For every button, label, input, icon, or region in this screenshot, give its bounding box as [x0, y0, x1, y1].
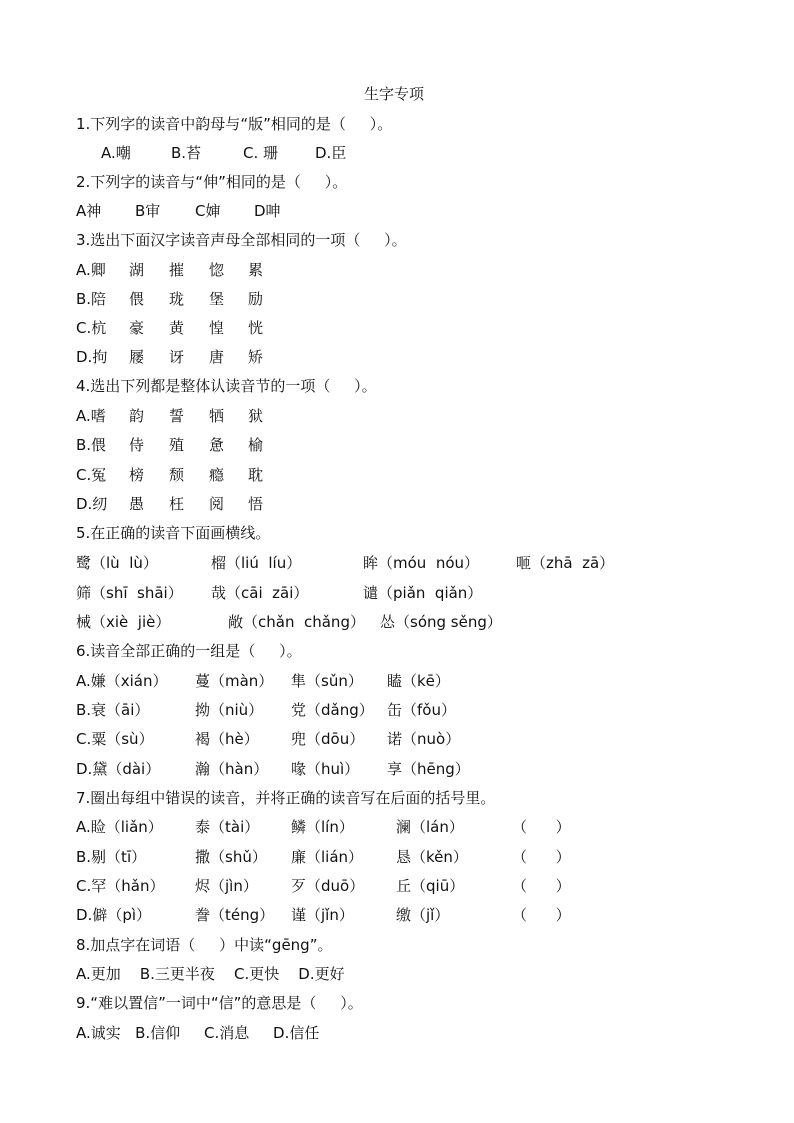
- q7-row-d-4: 缴（jǐ）: [396, 906, 450, 924]
- question-4-stem: 4.选出下列都是整体认读音节的一项（ ）。: [76, 377, 377, 395]
- q3-row-c-1: C.杭: [76, 319, 107, 337]
- q4-row-b-5: 榆: [248, 436, 264, 454]
- q3-row-d-3: 讶: [169, 348, 185, 366]
- q3-row-b-4: 堡: [209, 290, 225, 308]
- q3-row-a-1: A.卿: [76, 261, 106, 279]
- question-8-stem: 8.加点字在词语（ ）中读“gēng”。: [76, 936, 333, 954]
- q6-row-c-2: 褐（hè）: [195, 730, 259, 748]
- q7-row-c-4: 丘（qiū）: [396, 877, 465, 895]
- q7-row-d-answer-blank: （ ）: [512, 906, 571, 924]
- q4-row-b-4: 惫: [209, 436, 225, 454]
- q4-row-d-2: 愚: [129, 495, 145, 513]
- q6-row-d-4: 享（hēng）: [387, 760, 470, 778]
- q4-row-c-4: 瘾: [209, 466, 225, 484]
- question-6-stem: 6.读音全部正确的一组是（ ）。: [76, 642, 302, 660]
- q7-row-b-3: 廉（lián）: [291, 848, 364, 866]
- q3-row-d-2: 屦: [129, 348, 145, 366]
- q4-row-a-2: 韵: [129, 407, 145, 425]
- question-7-stem: 7.圈出每组中错误的读音，并将正确的读音写在后面的括号里。: [76, 789, 496, 807]
- question-2-option-c: C婶: [195, 202, 221, 220]
- question-9-stem: 9.“难以置信”一词中“信”的意思是（ ）。: [76, 994, 363, 1012]
- q5-row-2-1: 筛（shī shāi）: [76, 584, 183, 602]
- q6-row-b-4: 缶（fǒu）: [387, 701, 456, 719]
- q3-row-b-2: 偎: [129, 290, 145, 308]
- q7-row-a-3: 鳞（lín）: [291, 818, 354, 836]
- question-2-stem: 2.下列字的读音与“伸”相同的是（ ）。: [76, 173, 348, 191]
- q3-row-b-5: 励: [248, 290, 264, 308]
- page-title: 生字专项: [364, 85, 425, 103]
- q5-row-3-3: 怂（sóng sěng）: [380, 613, 502, 631]
- question-8-options: A.更加 B.三更半夜 C.更快 D.更好: [76, 965, 345, 983]
- q4-row-a-3: 誓: [169, 407, 185, 425]
- q4-row-c-3: 颓: [169, 466, 185, 484]
- q5-row-1-1: 鹭（lù lù）: [76, 554, 158, 572]
- q6-row-c-4: 诺（nuò）: [387, 730, 461, 748]
- q5-row-1-3: 眸（móu nóu）: [363, 554, 480, 572]
- q3-row-d-1: D.拘: [76, 348, 108, 366]
- q6-row-b-2: 拗（niù）: [195, 701, 264, 719]
- q3-row-c-4: 惶: [209, 319, 225, 337]
- q7-row-a-answer-blank: （ ）: [512, 818, 571, 836]
- q3-row-c-3: 黄: [169, 319, 185, 337]
- q6-row-a-3: 隼（sǔn）: [291, 672, 363, 690]
- q3-row-a-3: 摧: [169, 261, 185, 279]
- q4-row-b-3: 殖: [169, 436, 185, 454]
- q6-row-a-2: 蔓（màn）: [195, 672, 274, 690]
- q3-row-a-4: 惚: [209, 261, 225, 279]
- question-3-stem: 3.选出下面汉字读音声母全部相同的一项（ ）。: [76, 231, 407, 249]
- q4-row-d-3: 枉: [169, 495, 185, 513]
- q3-row-a-5: 累: [248, 261, 264, 279]
- q4-row-d-5: 悟: [248, 495, 264, 513]
- q4-row-b-2: 侍: [129, 436, 145, 454]
- q7-row-c-2: 烬（jìn）: [195, 877, 258, 895]
- q3-row-b-3: 珑: [169, 290, 185, 308]
- q4-row-c-5: 耽: [248, 466, 264, 484]
- question-2-option-a: A神: [76, 202, 102, 220]
- q5-row-2-3: 谴（piǎn qiǎn）: [363, 584, 483, 602]
- q7-row-d-3: 谨（jǐn）: [291, 906, 354, 924]
- q7-row-a-4: 澜（lán）: [396, 818, 464, 836]
- q4-row-c-2: 榜: [129, 466, 145, 484]
- q5-row-3-1: 械（xiè jiè）: [76, 613, 171, 631]
- q6-row-d-2: 瀚（hàn）: [195, 760, 269, 778]
- q6-row-c-1: C.粟（sù）: [76, 730, 154, 748]
- q7-row-c-3: 歹（duō）: [291, 877, 365, 895]
- q7-row-d-2: 誊（téng）: [195, 906, 275, 924]
- q5-row-1-2: 榴（liú líu）: [211, 554, 302, 572]
- q6-row-d-3: 喙（huì）: [291, 760, 360, 778]
- q4-row-a-4: 牺: [209, 407, 225, 425]
- q7-row-b-4: 恳（kěn）: [396, 848, 468, 866]
- question-9-options: A.诚实 B.信仰 C.消息 D.信任: [76, 1024, 320, 1042]
- q7-row-d-1: D.僻（pì）: [76, 906, 152, 924]
- q3-row-c-5: 恍: [248, 319, 264, 337]
- q7-row-c-1: C.罕（hǎn）: [76, 877, 165, 895]
- q4-row-c-1: C.冤: [76, 466, 107, 484]
- q5-row-3-2: 敞（chǎn chǎng）: [228, 613, 365, 631]
- q7-row-b-1: B.剔（tī）: [76, 848, 147, 866]
- q5-row-1-4: 咂（zhā zā）: [516, 554, 615, 572]
- q7-row-a-2: 泰（tài）: [195, 818, 260, 836]
- q6-row-b-1: B.衰（āi）: [76, 701, 150, 719]
- q6-row-d-1: D.黛（dài）: [76, 760, 161, 778]
- question-1-option-c: C. 珊: [243, 144, 279, 162]
- question-1-option-b: B.苔: [171, 144, 202, 162]
- q4-row-d-4: 阅: [209, 495, 225, 513]
- q6-row-b-3: 党（dǎng）: [291, 701, 374, 719]
- q6-row-a-1: A.嫌（xián）: [76, 672, 168, 690]
- q3-row-d-4: 唐: [209, 348, 225, 366]
- question-1-option-a: A.嘲: [101, 144, 131, 162]
- q4-row-b-1: B.偎: [76, 436, 107, 454]
- q7-row-c-answer-blank: （ ）: [512, 877, 571, 895]
- q3-row-a-2: 湖: [129, 261, 145, 279]
- question-5-stem: 5.在正确的读音下面画横线。: [76, 524, 271, 542]
- q3-row-c-2: 豪: [129, 319, 145, 337]
- question-1-stem: 1.下列字的读音中韵母与“版”相同的是（ ）。: [76, 115, 393, 133]
- q3-row-d-5: 矫: [248, 348, 264, 366]
- q3-row-b-1: B.陪: [76, 290, 107, 308]
- q6-row-a-4: 瞌（kē）: [387, 672, 450, 690]
- q4-row-d-1: D.纫: [76, 495, 108, 513]
- question-1-option-d: D.臣: [315, 144, 347, 162]
- q7-row-a-1: A.睑（liǎn）: [76, 818, 163, 836]
- q6-row-c-3: 兜（dōu）: [291, 730, 365, 748]
- question-2-option-b: B审: [135, 202, 161, 220]
- question-2-option-d: D呻: [254, 202, 281, 220]
- q4-row-a-5: 狱: [248, 407, 264, 425]
- q4-row-a-1: A.嗜: [76, 407, 106, 425]
- q7-row-b-answer-blank: （ ）: [512, 848, 571, 866]
- q7-row-b-2: 撒（shǔ）: [195, 848, 267, 866]
- q5-row-2-2: 哉（cāi zāi）: [211, 584, 309, 602]
